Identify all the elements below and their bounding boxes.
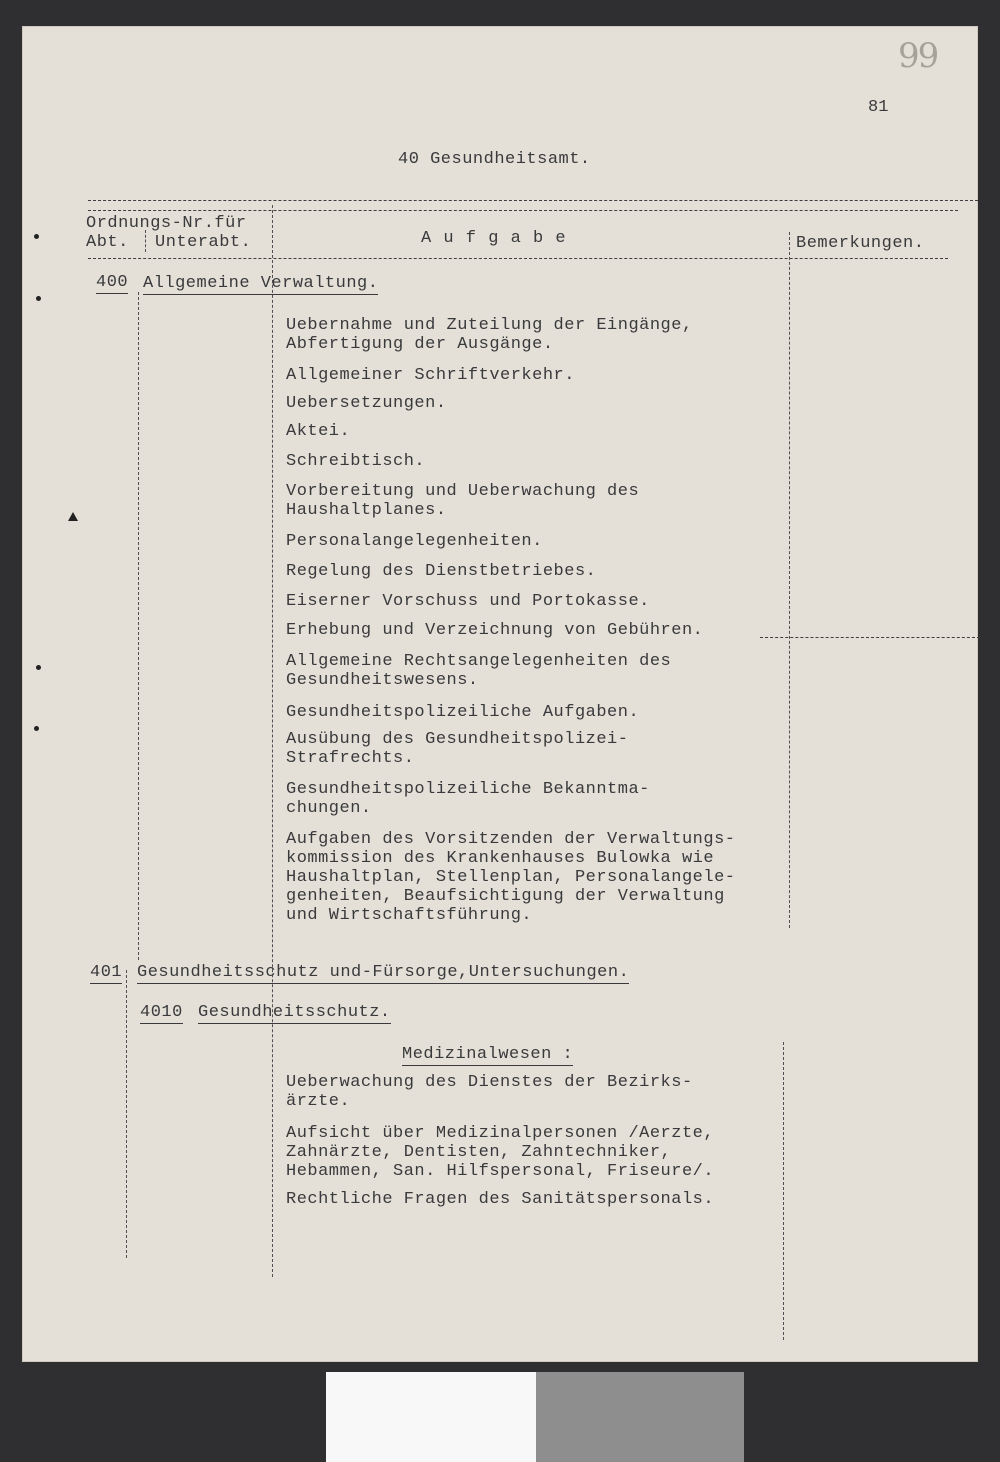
column-rule-bemerkungen <box>789 232 790 928</box>
header-bottom-rule <box>88 258 948 259</box>
section-401-heading: Gesundheitsschutz und-Fürsorge,Untersuchungen. <box>137 963 630 982</box>
section-4010-heading: Gesundheitsschutz. <box>198 1003 391 1022</box>
section-400-heading: Allgemeine Verwaltung. <box>143 274 379 293</box>
section-4010-number: 4010 <box>140 1003 183 1022</box>
margin-mark <box>36 296 41 301</box>
header-top-rule-2 <box>88 210 958 211</box>
task-400-7: Personalangelegenheiten. <box>286 532 543 551</box>
task-400-11: Allgemeine Rechtsangelegenheiten des Gesundheitswesens. <box>286 652 672 690</box>
calibration-white <box>326 1372 536 1462</box>
pencil-page-number: 99 <box>898 36 938 76</box>
margin-mark <box>34 726 39 731</box>
task-400-5: Schreibtisch. <box>286 452 426 471</box>
task-4010-2: Aufsicht über Medizinalpersonen /Aerzte, Zahnärzte, Dentisten, Zahntechniker, Hebammen, San. Hilfspersonal, Friseure/. <box>286 1124 715 1181</box>
task-4010-3: Rechtliche Fragen des Sanitätspersonals. <box>286 1190 715 1209</box>
margin-mark <box>34 234 39 239</box>
header-col-divider <box>145 230 146 252</box>
header-bemerkungen: Bemerkungen. <box>796 234 925 253</box>
task-400-6: Vorbereitung und Ueberwachung des Haushaltplanes. <box>286 482 640 520</box>
task-400-14: Gesundheitspolizeiliche Bekanntma- chungen. <box>286 780 650 818</box>
section-400-number: 400 <box>96 273 129 292</box>
task-400-9: Eiserner Vorschuss und Portokasse. <box>286 592 650 611</box>
task-4010-1: Ueberwachung des Dienstes der Bezirks- ärzte. <box>286 1073 693 1111</box>
task-400-4: Aktei. <box>286 422 351 441</box>
header-unterabt: Unterabt. <box>155 233 252 252</box>
task-400-13: Ausübung des Gesundheitspolizei- Strafrechts. <box>286 730 629 768</box>
task-400-3: Uebersetzungen. <box>286 394 447 413</box>
gebuehren-rule <box>760 637 980 638</box>
column-rule-aufgabe <box>272 205 273 1277</box>
column-rule-unterabt-lower <box>126 970 127 1258</box>
header-top-rule <box>88 200 978 201</box>
calibration-gray <box>536 1372 744 1462</box>
margin-mark <box>36 665 41 670</box>
margin-mark <box>68 512 78 521</box>
task-400-12: Gesundheitspolizeiliche Aufgaben. <box>286 703 640 722</box>
header-aufgabe: A u f g a b e <box>421 229 567 248</box>
page-number: 81 <box>868 98 889 117</box>
header-abt: Abt. <box>86 233 129 252</box>
section-401-number: 401 <box>90 963 123 982</box>
column-rule-unterabt <box>138 292 139 960</box>
calibration-strip <box>326 1372 744 1462</box>
column-rule-bemerkungen-lower <box>783 1042 784 1340</box>
page-title: 40 Gesundheitsamt. <box>398 150 591 169</box>
task-400-2: Allgemeiner Schriftverkehr. <box>286 366 575 385</box>
task-400-1: Uebernahme und Zuteilung der Eingänge, Abfertigung der Ausgänge. <box>286 316 693 354</box>
task-400-10: Erhebung und Verzeichnung von Gebühren. <box>286 621 704 640</box>
task-400-15: Aufgaben des Vorsitzenden der Verwaltungs- kommission des Krankenhauses Bulowka wie Haushaltplan, Stellenplan, Personalangele- genheiten, Beaufsichtigung der Verwaltung und Wirtschaftsführung. <box>286 830 736 925</box>
header-ordnungs-nr: Ordnungs-Nr.für <box>86 214 247 233</box>
task-400-8: Regelung des Dienstbetriebes. <box>286 562 597 581</box>
subheading-medizinalwesen: Medizinalwesen : <box>402 1045 574 1064</box>
